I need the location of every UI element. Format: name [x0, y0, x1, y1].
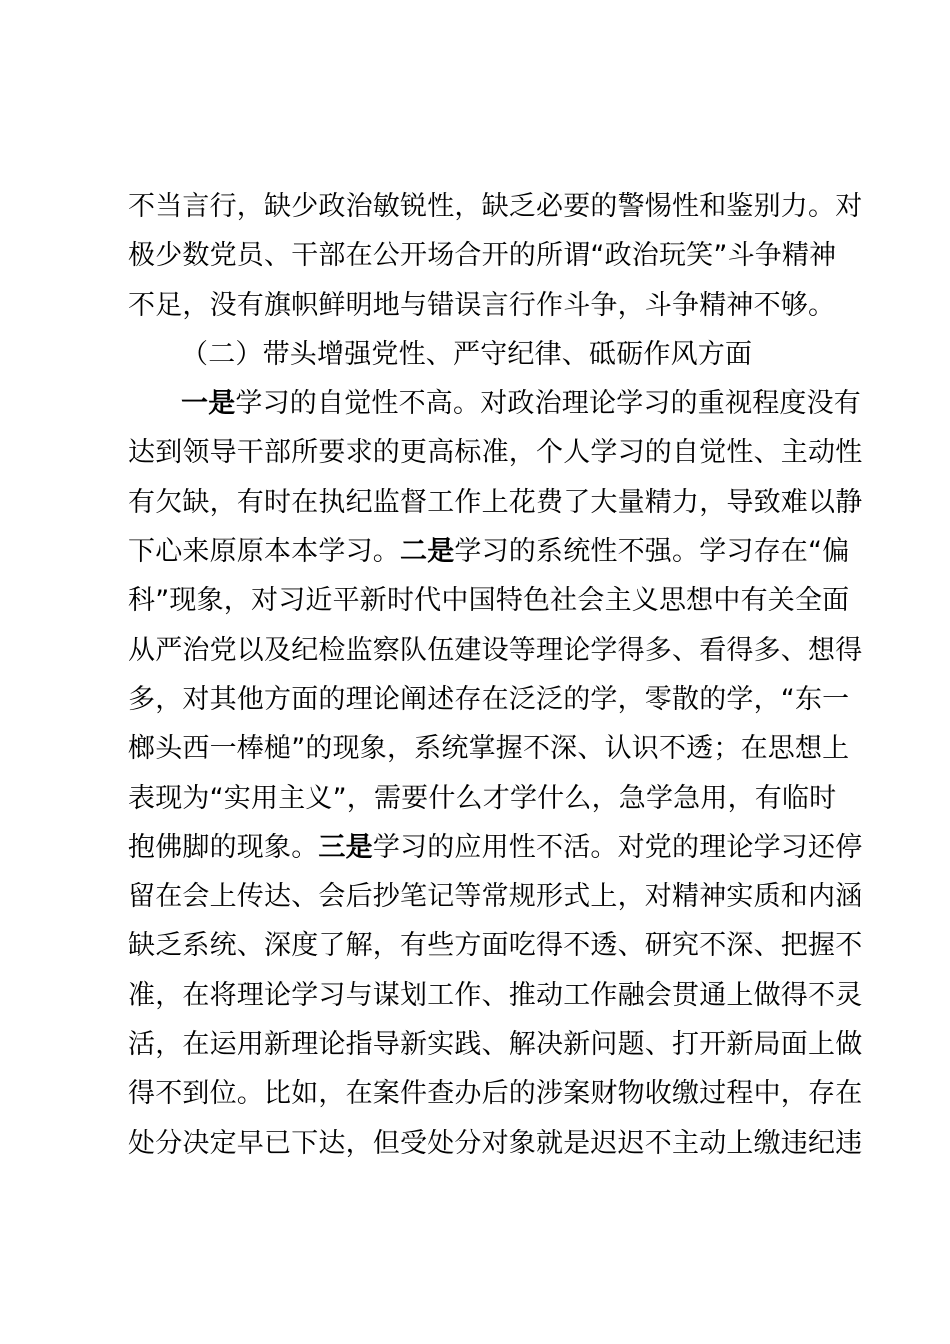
text-line: 达到领导干部所要求的更高标准，个人学习的自觉性、主动性 [128, 437, 863, 469]
text-line: 不足，没有旗帜鲜明地与错误言行作斗争，斗争精神不够。 [128, 289, 836, 321]
item-marker: 二是 [400, 536, 455, 568]
text-line: 表现为“实用主义”，需要什么才学什么，急学急用，有临时 [128, 782, 837, 814]
text-line: 一是学习的自觉性不高。对政治理论学习的重视程度没有 [181, 388, 862, 420]
section-heading: （二）带头增强党性、严守纪律、砥砺作风方面 [181, 338, 753, 370]
text-line: 得不到位。比如，在案件查办后的涉案财物收缴过程中，存在 [128, 1078, 863, 1110]
text-line: 抱佛脚的现象。三是学习的应用性不活。对党的理论学习还停 [128, 831, 863, 863]
text-line: 留在会上传达、会后抄笔记等常规形式上，对精神实质和内涵 [128, 881, 863, 913]
text-line: 科”现象，对习近平新时代中国特色社会主义思想中有关全面 [128, 585, 850, 617]
text-line: 有欠缺，有时在执纪监督工作上花费了大量精力，导致难以静 [128, 486, 863, 518]
body-text [128, 182, 863, 1168]
text-line: 处分决定早已下达，但受处分对象就是迟迟不主动上缴违纪违 [128, 1127, 863, 1159]
text-line: 缺乏系统、深度了解，有些方面吃得不透、研究不深、把握不 [128, 930, 863, 962]
text-line: 榔头西一棒槌”的现象，系统掌握不深、认识不透；在思想上 [128, 733, 850, 765]
text-line: 下心来原原本本学习。二是学习的系统性不强。学习存在“偏 [128, 536, 850, 568]
text-line: 从严治党以及纪检监察队伍建设等理论学得多、看得多、想得 [128, 634, 863, 666]
text-line: 极少数党员、干部在公开场合开的所谓“政治玩笑”斗争精神 [128, 240, 837, 272]
item-marker: 一是 [181, 388, 236, 420]
text-line: 不当言行，缺少政治敏锐性，缺乏必要的警惕性和鉴别力。对 [128, 191, 863, 222]
text-line: 活，在运用新理论指导新实践、解决新问题、打开新局面上做 [128, 1029, 863, 1061]
text-line: 多，对其他方面的理论阐述存在泛泛的学，零散的学，“东一 [128, 683, 850, 715]
item-marker: 三是 [318, 831, 373, 863]
text-line: 准，在将理论学习与谋划工作、推动工作融会贯通上做得不灵 [128, 979, 863, 1011]
